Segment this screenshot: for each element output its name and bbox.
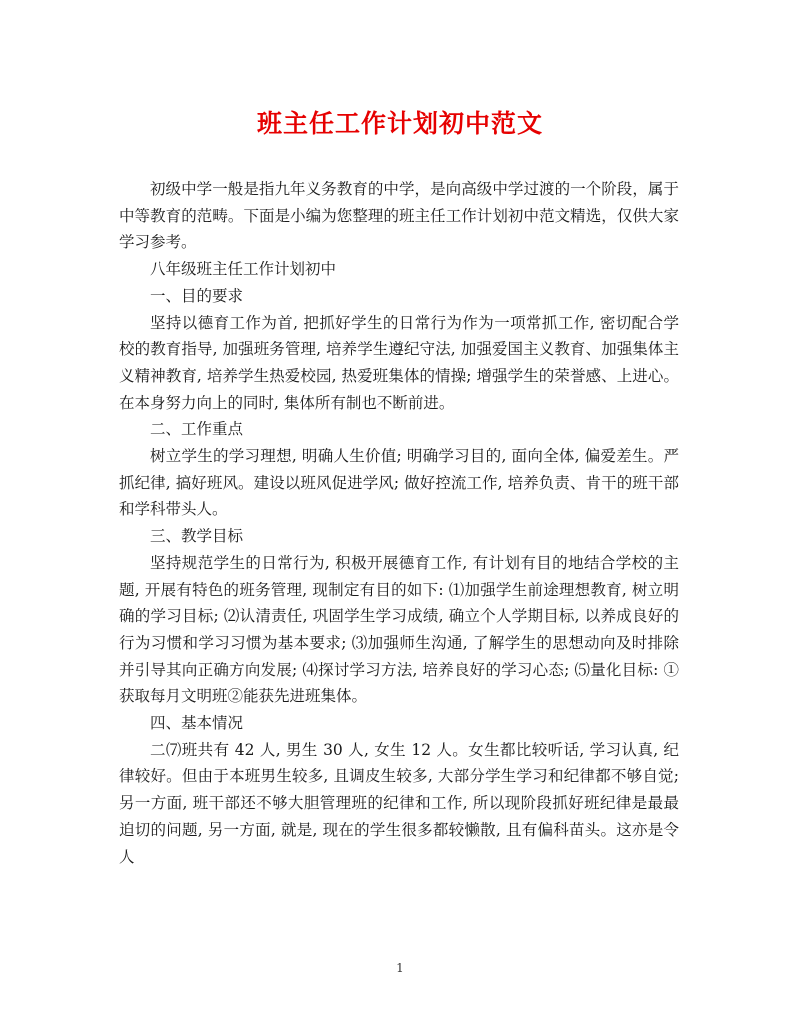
section-paragraph-3: 坚持规范学生的日常行为, 积极开展德育工作, 有计划有目的地结合学校的主题, 开展有特色的班务管理, 现制定有目的如下: ⑴加强学生前途理想教育, 树立明确的学习目标; ⑵认清责任, 巩固学生学习成绩, 确立个人学期目标, 以养成良好的行为习惯和学习习惯为基本要求; ⑶加强师生沟通, 了解学生的思想动向及时排除并引导其向正确方向发展; ⑷探讨学习方法, 培养良好的学习心态; ⑸量化目标: ①获取每月文明班②能获先进班集体。: [119, 553, 679, 706]
intro-paragraph: 初级中学一般是指九年义务教育的中学，是向高级中学过渡的一个阶段，属于中等教育的范畴。下面是小编为您整理的班主任工作计划初中范文精选，仅供大家学习参考。: [119, 180, 679, 252]
section-heading-1: 一、目的要求: [150, 286, 244, 305]
section-heading-3: 三、教学目标: [150, 527, 244, 546]
section-paragraph-4: 二⑺班共有 42 人, 男生 30 人, 女生 12 人。女生都比较听话, 学习认真, 纪律较好。但由于本班男生较多, 且调皮生较多, 大部分学生学习和纪律都不够自觉; 另一方面, 班干部还不够大胆管理班的纪律和工作, 所以现阶段抓好班纪律是最最迫切的问题, 另一方面, 就是, 现在的学生很多都较懒散, 且有偏科苗头。这亦是令人: [119, 740, 679, 866]
section-heading-2: 二、工作重点: [150, 420, 244, 439]
page-number: 1: [396, 961, 404, 975]
document-body: [119, 176, 679, 870]
section-paragraph-1: 坚持以德育工作为首, 把抓好学生的日常行为作为一项常抓工作, 密切配合学校的教育指导, 加强班务管理, 培养学生遵纪守法, 加强爱国主义教育、加强集体主义精神教育, 培养学生热爱校园, 热爱班集体的情操; 增强学生的荣誉感、上进心。在本身努力向上的同时, 集体所有制也不断前进。: [119, 313, 679, 412]
document-title: 班主任工作计划初中范文: [256, 109, 543, 138]
section-subtitle: 八年级班主任工作计划初中: [150, 260, 337, 279]
section-paragraph-2: 树立学生的学习理想, 明确人生价值; 明确学习目的, 面向全体, 偏爱差生。严抓纪律, 搞好班风。建设以班风促进学风; 做好控流工作, 培养负责、肯干的班干部和学科带头人。: [119, 447, 679, 519]
section-heading-4: 四、基本情况: [150, 714, 244, 733]
